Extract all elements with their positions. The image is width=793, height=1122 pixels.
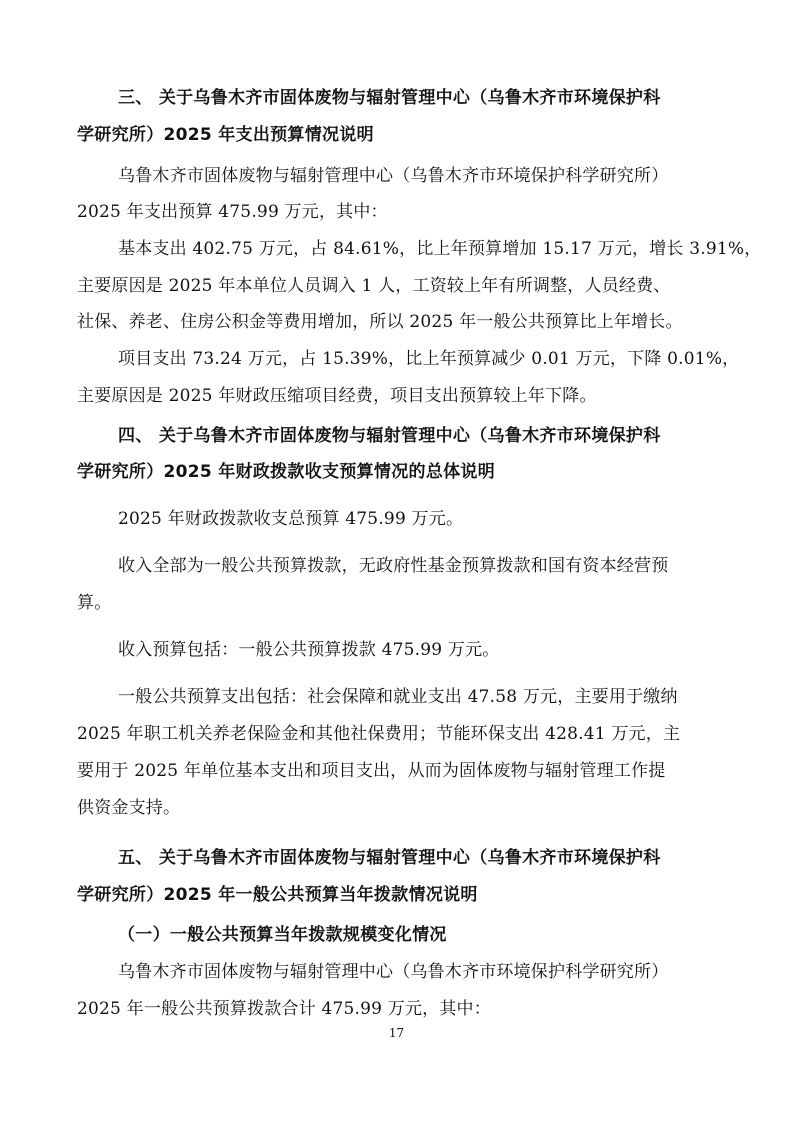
section5-heading-line2: 学研究所）2025 年一般公共预算当年拨款情况说明 bbox=[77, 885, 478, 905]
section3-heading-line2: 学研究所）2025 年支出预算情况说明 bbox=[77, 125, 374, 145]
page-number: 17 bbox=[388, 1026, 405, 1040]
section5-heading-line1: 五、 关于乌鲁木齐市固体废物与辐射管理中心（乌鲁木齐市环境保护科 bbox=[118, 848, 661, 868]
section4-paragraph1: 2025 年财政拨款收支总预算 475.99 万元。 bbox=[118, 509, 464, 529]
section5-paragraph1-line1: 乌鲁木齐市固体废物与辐射管理中心（乌鲁木齐市环境保护科学研究所） bbox=[118, 962, 669, 982]
section3-paragraph1-line1: 乌鲁木齐市固体废物与辐射管理中心（乌鲁木齐市环境保护科学研究所） bbox=[118, 166, 669, 186]
section4-paragraph2-line1: 收入全部为一般公共预算拨款，无政府性基金预算拨款和国有资本经营预 bbox=[118, 556, 669, 576]
section3-paragraph3-line1: 项目支出 73.24 万元，占 15.39%，比上年预算减少 0.01 万元，下降 0.01%， bbox=[118, 349, 740, 369]
section4-paragraph4-line3: 要用于 2025 年单位基本支出和项目支出，从而为固体废物与辐射管理工作提 bbox=[77, 761, 666, 781]
section3-paragraph1-line2: 2025 年支出预算 475.99 万元，其中： bbox=[77, 202, 388, 222]
section3-paragraph3-line2: 主要原因是 2025 年财政压缩项目经费，项目支出预算较上年下降。 bbox=[77, 386, 597, 406]
section3-paragraph2-line3: 社保、养老、住房公积金等费用增加，所以 2025 年一般公共预算比上年增长。 bbox=[77, 312, 683, 332]
section3-paragraph2-line2: 主要原因是 2025 年本单位人员调入 1 人，工资较上年有所调整，人员经费、 bbox=[77, 276, 671, 296]
section4-paragraph3: 收入预算包括：一般公共预算拨款 475.99 万元。 bbox=[118, 640, 500, 660]
section4-paragraph4-line4: 供资金支持。 bbox=[77, 798, 181, 818]
section5-paragraph1-line2: 2025 年一般公共预算拨款合计 475.99 万元，其中： bbox=[77, 999, 491, 1019]
section5-subheading-1: （一）一般公共预算当年拨款规模变化情况 bbox=[118, 925, 447, 945]
section3-paragraph2-line1: 基本支出 402.75 万元，占 84.61%，比上年预算增加 15.17 万元，增长 3.91%， bbox=[118, 239, 762, 259]
section3-heading-line1: 三、 关于乌鲁木齐市固体废物与辐射管理中心（乌鲁木齐市环境保护科 bbox=[118, 88, 661, 108]
section4-paragraph2-line2: 算。 bbox=[77, 593, 112, 613]
section4-paragraph4-line1: 一般公共预算支出包括：社会保障和就业支出 47.58 万元，主要用于缴纳 bbox=[118, 687, 678, 707]
section4-paragraph4-line2: 2025 年职工机关养老保险金和其他社保费用；节能环保支出 428.41 万元，主 bbox=[77, 724, 681, 744]
section4-heading-line2: 学研究所）2025 年财政拨款收支预算情况的总体说明 bbox=[77, 462, 496, 482]
section4-heading-line1: 四、 关于乌鲁木齐市固体废物与辐射管理中心（乌鲁木齐市环境保护科 bbox=[118, 426, 661, 446]
